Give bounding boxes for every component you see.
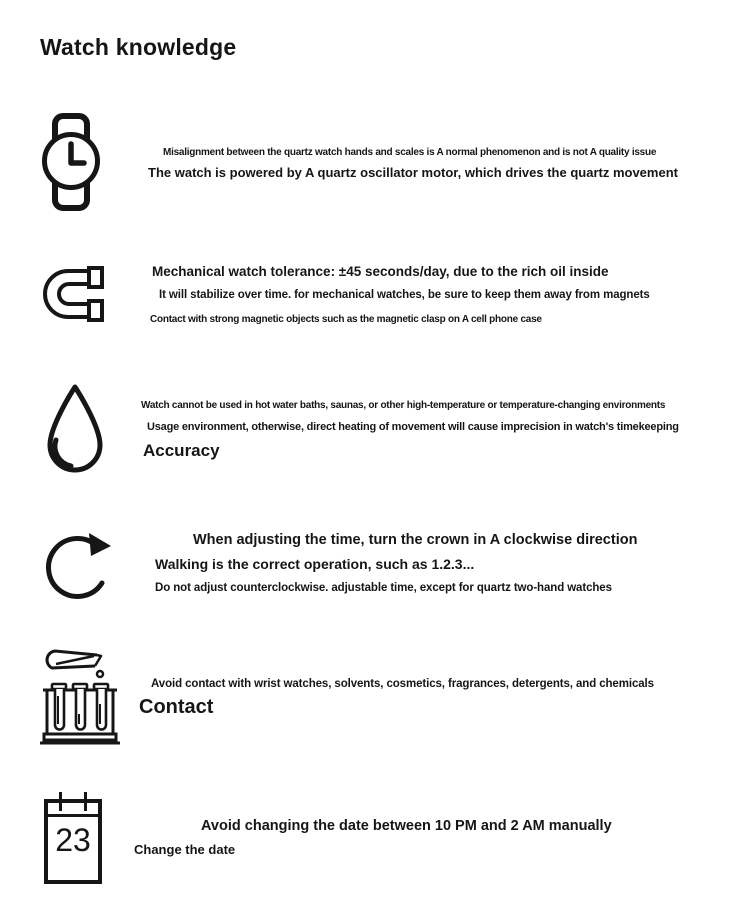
calendar-pin-right <box>84 792 87 811</box>
magnet-stabilize-line: It will stabilize over time. for mechanical watches, be sure to keep them away from magnets <box>159 289 650 301</box>
temperature-warning-line: Watch cannot be used in hot water baths, saunas, or other high-temperature or temperature-changing environments <box>141 400 666 411</box>
quartz-main-line: The watch is powered by A quartz oscillator motor, which drives the quartz movement <box>148 165 678 180</box>
accuracy-heading: Accuracy <box>143 441 220 460</box>
calendar-icon <box>44 799 102 884</box>
quartz-note-line: Misalignment between the quartz watch hands and scales is A normal phenomenon and is not A quality issue <box>163 147 657 158</box>
calendar-day-number: 23 <box>55 822 91 858</box>
contact-heading: Contact <box>139 696 214 718</box>
test-tubes-icon <box>38 646 122 746</box>
calendar-header <box>48 803 98 817</box>
adjust-clockwise-line: When adjusting the time, turn the crown in A clockwise direction <box>193 532 638 548</box>
water-drop-icon <box>42 382 108 476</box>
wristwatch-icon <box>42 112 100 212</box>
counterclockwise-warning-line: Do not adjust counterclockwise. adjustable time, except for quartz two-hand watches <box>155 582 612 594</box>
change-date-line: Change the date <box>134 842 236 857</box>
calendar-pin-left <box>59 792 62 811</box>
magnet-contact-line: Contact with strong magnetic objects such as the magnetic clasp on A cell phone case <box>150 314 542 325</box>
date-avoid-line: Avoid changing the date between 10 PM and 2 AM manually <box>201 818 612 834</box>
walking-correct-line: Walking is the correct operation, such as 1.2.3... <box>155 556 475 572</box>
temperature-usage-line: Usage environment, otherwise, direct heating of movement will cause imprecision in watch's timekeeping <box>147 421 679 433</box>
magnet-tolerance-line: Mechanical watch tolerance: ±45 seconds/day, due to the rich oil inside <box>152 264 609 279</box>
page-title: Watch knowledge <box>40 34 237 60</box>
clockwise-arrow-icon <box>45 526 117 604</box>
chemicals-avoid-line: Avoid contact with wrist watches, solvents, cosmetics, fragrances, detergents, and chemicals <box>151 678 654 690</box>
magnet-icon <box>42 264 106 324</box>
